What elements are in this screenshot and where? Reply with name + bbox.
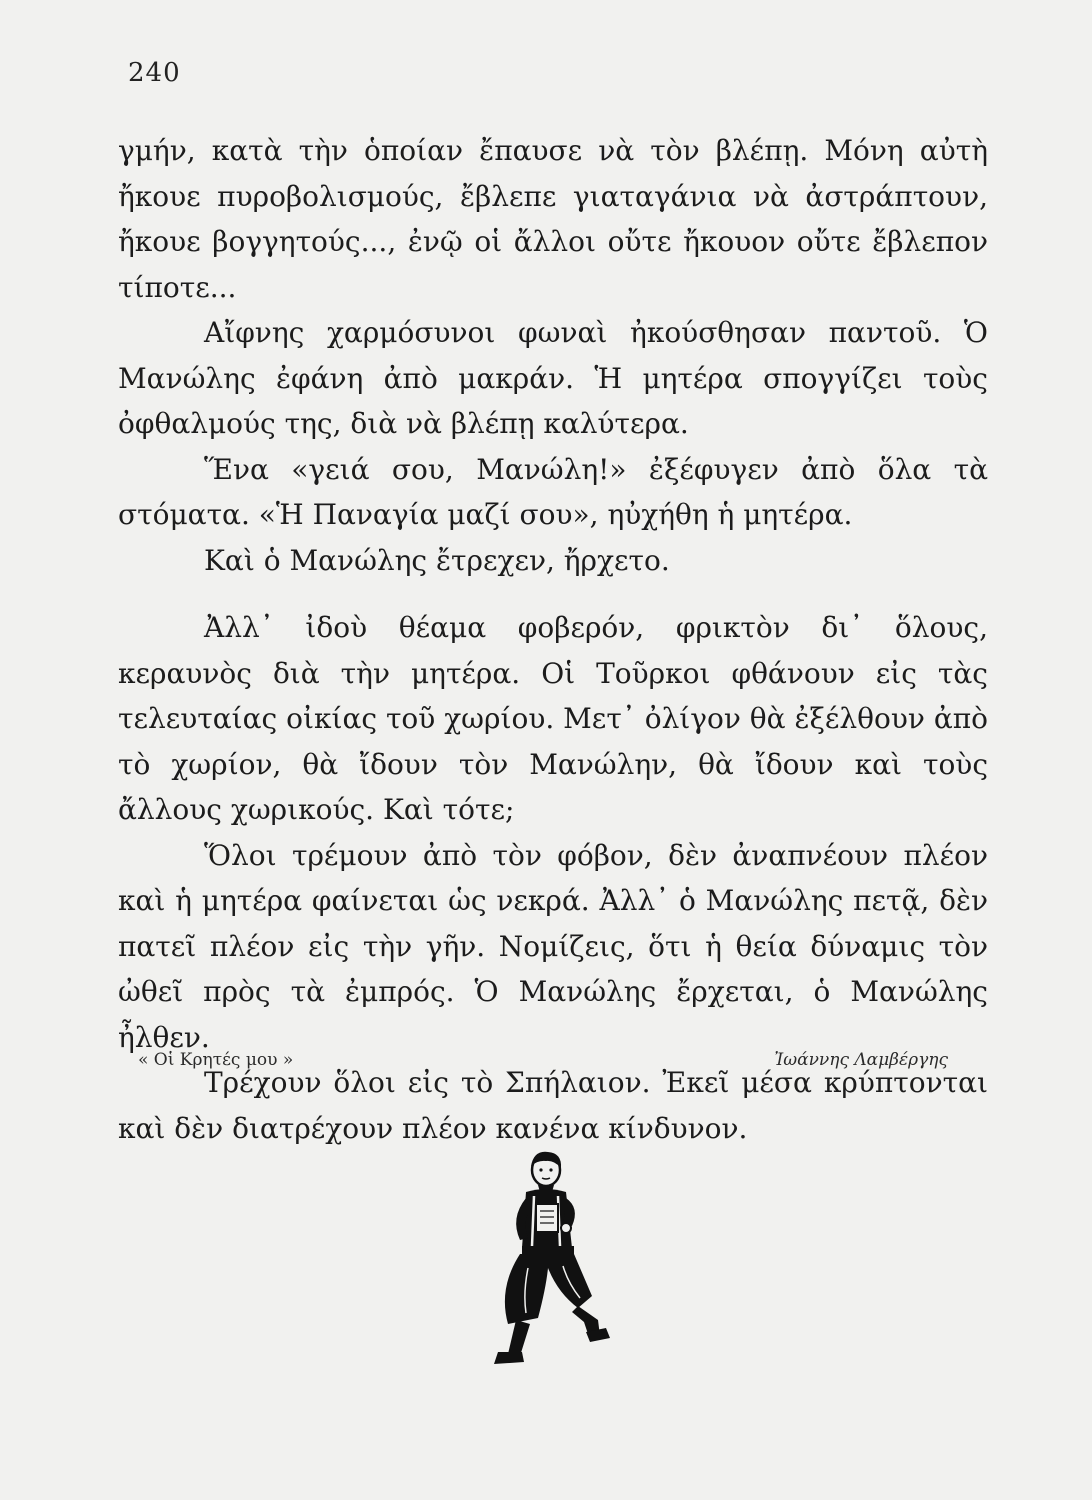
body-text [118,128,988,1151]
paragraph: Ἀλλ᾽ ἰδοὺ θέαμα φοβερόν, φρικτὸν δι᾽ ὅλους, κεραυνὸς διὰ τὴν μητέρα. Οἱ Τοῦρκοι φθάνουν εἰς τὰς τελευταίας οἰκίας τοῦ χωρίου. Μετ᾽ ὀλίγον θὰ ἐξέλθουν ἀπὸ τὸ χωρίον, θὰ ἴδουν τὸν Μανώλην, θὰ ἴδουν καὶ τοὺς ἄλλους χωρικούς. Καὶ τότε; [118,611,988,826]
paragraph: Ἕνα «γειά σου, Μανώλη!» ἐξέφυγεν ἀπὸ ὅλα τὰ στόματα. «Ἡ Παναγία μαζί σου», ηὐχήθη ἡ μητέρα. [118,452,988,531]
citation-source: « Οἱ Κρητές μου » [138,1050,294,1070]
citation-author: Ἰωάννης Λαμβέργης [774,1050,948,1070]
running-boy-svg [468,1148,618,1388]
paragraph: γμήν, κατὰ τὴν ὁποίαν ἔπαυσε νὰ τὸν βλέπῃ. Μόνη αὐτὴ ἤκουε πυροβολισμούς, ἔβλεπε γιαταγάνια νὰ ἀστράπτουν, ἤκουε βογγητούς..., ἐνῷ οἱ ἄλλοι οὔτε ἤκουον οὔτε ἔβλεπον τίποτε... [118,134,988,304]
paragraph: Τρέχουν ὅλοι εἰς τὸ Σπήλαιον. Ἐκεῖ μέσα κρύπτονται καὶ δὲν διατρέχουν πλέον κανένα κίνδυνον. [118,1066,988,1145]
page-number: 240 [128,58,181,88]
paragraph: Αἴφνης χαρμόσυνοι φωναὶ ἠκούσθησαν παντοῦ. Ὁ Μανώλης ἐφάνη ἀπὸ μακράν. Ἡ μητέρα σπογγίζει τοὺς ὀφθαλμούς της, διὰ νὰ βλέπῃ καλύτερα. [118,316,988,440]
running-boy-illustration-icon [468,1148,618,1388]
paragraph: Καὶ ὁ Μανώλης ἔτρεχεν, ἤρχετο. [204,543,670,577]
paragraph: Ὅλοι τρέμουν ἀπὸ τὸν φόβον, δὲν ἀναπνέουν πλέον καὶ ἡ μητέρα φαίνεται ὡς νεκρά. Ἀλλ᾽ ὁ Μανώλης πετᾷ, δὲν πατεῖ πλέον εἰς τὴν γῆν. Νομίζεις, ὅτι ἡ θεία δύναμις τὸν ὠθεῖ πρὸς τὰ ἐμπρός. Ὁ Μανώλης ἔρχεται, ὁ Μανώλης ἦλθεν. [118,838,988,1054]
